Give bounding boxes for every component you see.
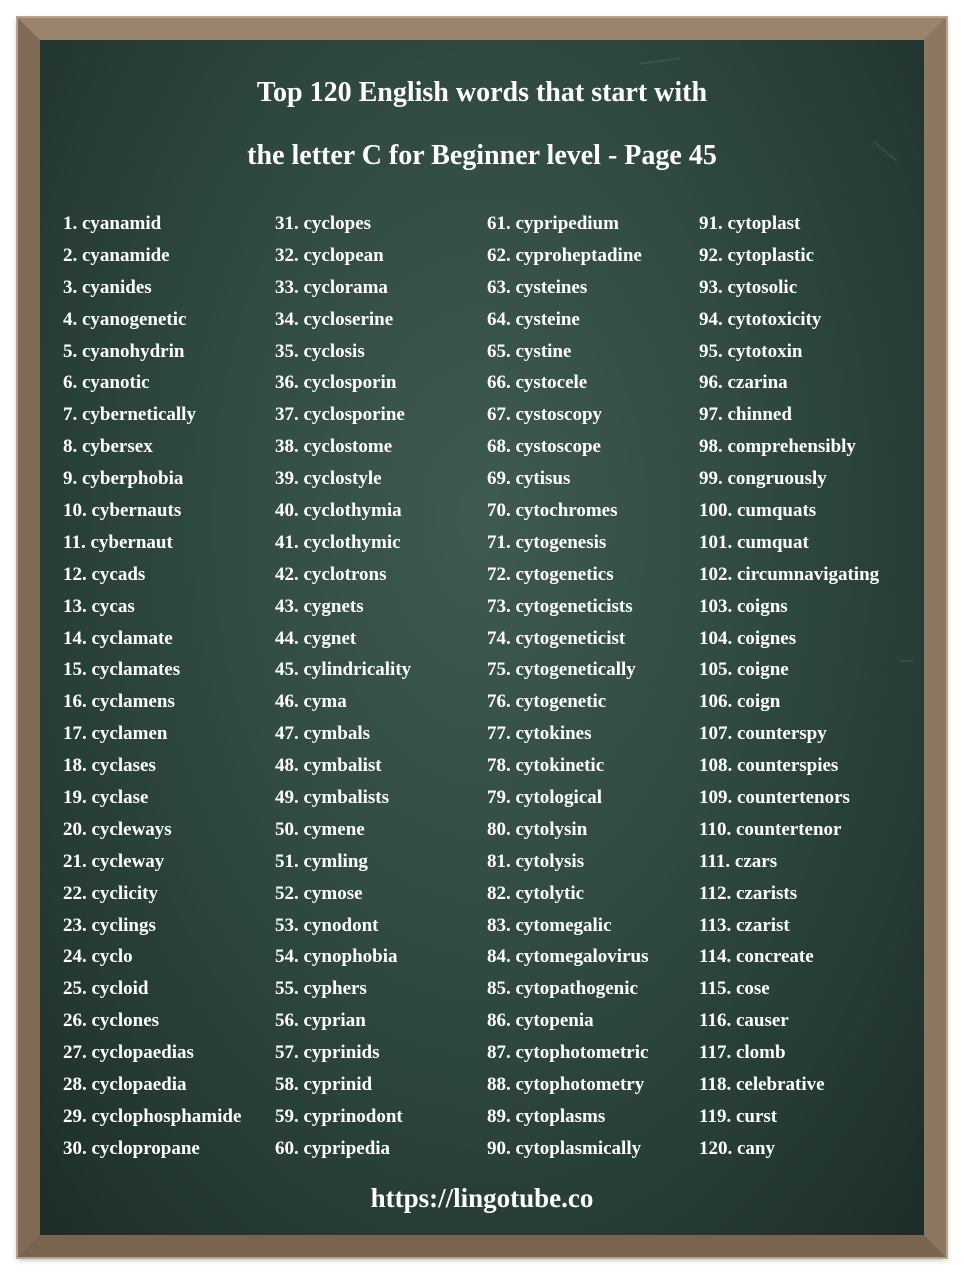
word-item: 61. cypripedium [487,213,619,234]
word-item: 4. cyanogenetic [63,308,187,330]
word-item: 36. cyclosporin [275,372,397,394]
word-item: 59. cyprinodont [275,1105,403,1127]
word-item: 9. cyberphobia [63,468,184,490]
word-item: 70. cytochromes [487,500,618,522]
word-item: 20. cycleways [63,818,172,840]
word-item: 43. cygnets [275,595,364,617]
word-item: 104. coignes [699,627,797,649]
word-item: 93. cytosolic [699,276,798,298]
word-item: 67. cystoscopy [487,404,603,426]
word-item: 90. cytoplasmically [487,1137,642,1159]
word-item: 32. cyclopean [275,244,384,266]
word-item: 88. cytophotometry [487,1074,645,1096]
word-item: 34. cycloserine [275,308,394,330]
word-item: 45. cylindricality [275,659,412,681]
word-item: 41. cyclothymic [275,531,401,553]
word-item: 106. coign [699,691,781,713]
word-item: 100. cumquats [699,500,817,522]
word-item: 114. concreate [699,946,814,968]
word-item: 92. cytoplastic [699,244,815,266]
word-item: 80. cytolysin [487,818,588,840]
word-item: 84. cytomegalovirus [487,946,649,968]
chalk-smudge [640,57,680,65]
word-item: 7. cybernetically [63,404,196,426]
word-item: 111. czars [699,850,778,872]
word-item: 24. cyclo [63,946,133,968]
word-item: 10. cybernauts [63,500,182,522]
word-item: 113. czarist [699,914,790,936]
word-item: 44. cygnet [275,627,357,649]
word-item: 1. cyanamid [63,213,162,234]
word-item: 14. cyclamate [63,627,173,649]
word-column-3 [487,208,648,1165]
word-item: 69. cytisus [487,468,571,490]
word-item: 79. cytological [487,787,603,809]
word-item: 39. cyclostyle [275,468,382,490]
word-item: 40. cyclothymia [275,500,402,522]
word-item: 17. cyclamen [63,723,168,745]
word-item: 66. cystocele [487,372,588,394]
word-item: 37. cyclosporine [275,404,405,426]
word-column-4 [699,208,879,1165]
word-item: 62. cyproheptadine [487,244,642,266]
word-item: 28. cyclopaedia [63,1074,187,1096]
word-item: 60. cypripedia [275,1137,391,1159]
word-item: 120. cany [699,1137,775,1159]
word-item: 103. coigns [699,595,788,617]
word-item: 109. countertenors [699,787,850,809]
word-item: 64. cysteine [487,308,580,330]
word-item: 99. congruously [699,468,827,490]
word-item: 68. cystoscope [487,436,601,458]
page-title-line-2: the letter C for Beginner level - Page 45 [247,140,717,171]
word-item: 49. cymbalists [275,787,389,809]
word-item: 50. cymene [275,818,365,840]
word-item: 33. cyclorama [275,276,388,298]
word-item: 94. cytotoxicity [699,308,822,330]
word-item: 97. chinned [699,404,792,426]
word-item: 76. cytogenetic [487,691,607,713]
word-item: 5. cyanohydrin [63,340,185,362]
chalkboard [40,40,924,1235]
word-item: 30. cyclopropane [63,1137,200,1159]
word-item: 115. cose [699,978,770,1000]
word-column-1 [63,208,241,1165]
word-item: 35. cyclosis [275,340,365,362]
word-item: 8. cybersex [63,436,153,458]
word-item: 112. czarists [699,882,798,904]
word-item: 13. cycas [63,595,135,617]
footer-url[interactable]: https://lingotube.co [370,1183,594,1213]
word-item: 47. cymbals [275,723,370,745]
word-item: 26. cyclones [63,1010,160,1032]
word-item: 87. cytophotometric [487,1042,649,1064]
word-item: 95. cytotoxin [699,340,803,362]
word-item: 82. cytolytic [487,882,585,904]
word-item: 73. cytogeneticists [487,595,633,617]
word-item: 51. cymling [275,850,368,872]
chalk-smudge [900,660,914,662]
word-item: 25. cycloid [63,978,149,1000]
word-item: 105. coigne [699,659,789,681]
word-item: 101. cumquat [699,531,809,553]
word-item: 31. cyclopes [275,213,372,234]
word-item: 86. cytopenia [487,1010,594,1032]
word-item: 117. clomb [699,1042,786,1064]
word-item: 108. counterspies [699,755,839,777]
word-item: 2. cyanamide [63,244,170,266]
word-item: 56. cyprian [275,1010,366,1032]
word-item: 16. cyclamens [63,691,175,713]
word-item: 53. cynodont [275,914,379,936]
word-item: 78. cytokinetic [487,755,605,777]
word-item: 98. comprehensibly [699,436,856,458]
word-item: 77. cytokines [487,723,592,745]
word-item: 63. cysteines [487,276,588,298]
word-item: 11. cybernaut [63,531,173,553]
word-item: 72. cytogenetics [487,563,614,585]
word-item: 81. cytolysis [487,850,585,872]
word-item: 85. cytopathogenic [487,978,638,1000]
word-item: 55. cyphers [275,978,367,1000]
word-item: 18. cyclases [63,755,156,777]
word-item: 38. cyclostome [275,436,393,458]
word-item: 6. cyanotic [63,372,150,394]
word-item: 83. cytomegalic [487,914,612,936]
word-column-2 [275,208,411,1165]
word-item: 118. celebrative [699,1074,825,1096]
word-item: 96. czarina [699,372,788,394]
word-item: 23. cyclings [63,914,156,936]
word-item: 29. cyclophosphamide [63,1105,242,1127]
word-item: 22. cyclicity [63,882,158,904]
word-item: 107. counterspy [699,723,827,745]
word-item: 46. cyma [275,691,347,713]
word-item: 48. cymbalist [275,755,382,777]
word-item: 110. countertenor [699,818,842,840]
word-item: 19. cyclase [63,787,149,809]
word-item: 89. cytoplasms [487,1105,606,1127]
word-item: 91. cytoplast [699,213,801,234]
word-item: 58. cyprinid [275,1074,373,1096]
word-item: 119. curst [699,1105,778,1127]
word-item: 75. cytogenetically [487,659,636,681]
word-item: 27. cyclopaedias [63,1042,194,1064]
word-item: 65. cystine [487,340,572,362]
word-item: 116. causer [699,1010,789,1032]
word-item: 57. cyprinids [275,1042,380,1064]
word-item: 42. cyclotrons [275,563,387,585]
word-item: 71. cytogenesis [487,531,607,553]
word-item: 21. cycleway [63,850,165,872]
word-item: 102. circumnavigating [699,563,880,585]
word-item: 54. cynophobia [275,946,398,968]
page-title-line-1: Top 120 English words that start with [256,77,708,108]
word-item: 52. cymose [275,882,363,904]
word-item: 12. cycads [63,563,146,585]
word-item: 3. cyanides [63,276,152,298]
word-item: 74. cytogeneticist [487,627,626,649]
word-item: 15. cyclamates [63,659,181,681]
